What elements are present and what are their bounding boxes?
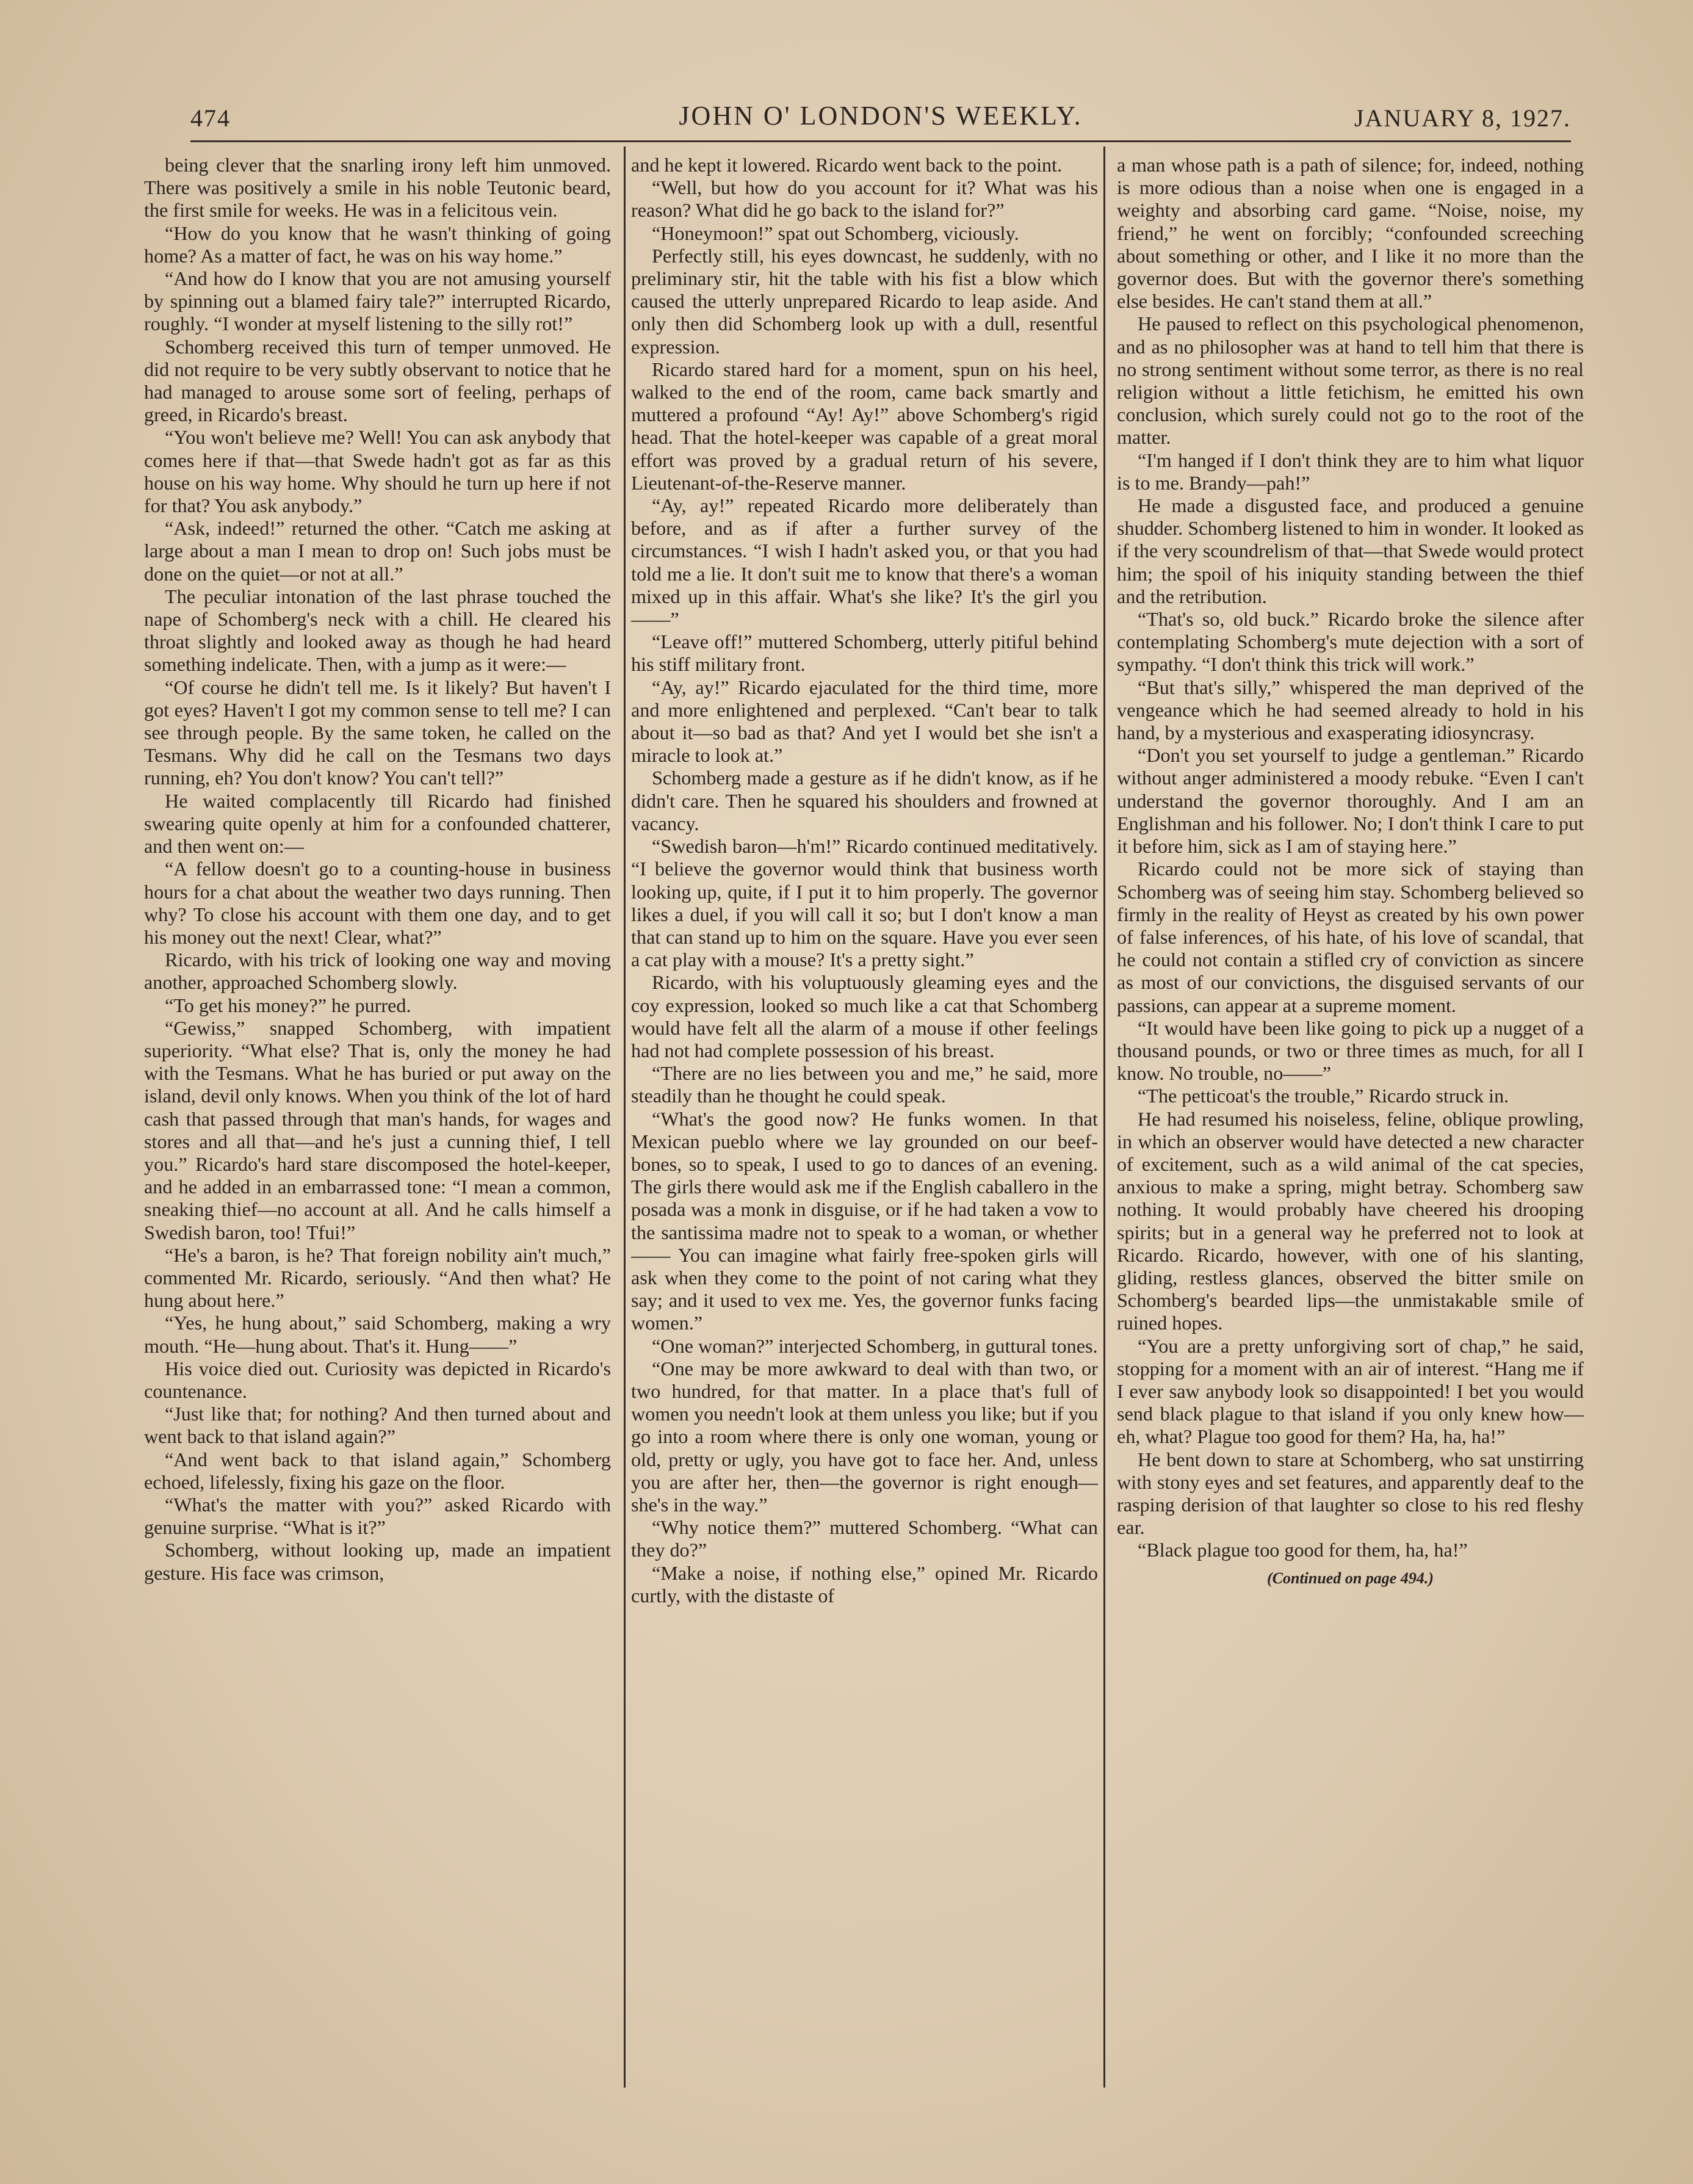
paragraph: “Gewiss,” snapped Schomberg, with impatient superiority. “What else? That is, only the money he had with the Tesmans. What he has buried or put away on the island, devil only knows. When you think of the lot of hard cash that passed through that man's hands, for wages and stores and all that—and he's just a cunning thief, I tell you.” Ricardo's hard stare discomposed the hotel-keeper, and he added in an embarrassed tone: “I mean a common, sneaking thief—no account at all. And he calls himself a Swedish baron, too! Tfui!” [144,1016,611,1243]
continued-note: (Continued on page 494.) [1266,1569,1434,1587]
paragraph: “Honeymoon!” spat out Schomberg, viciously. [652,222,1019,244]
issue-date: JANUARY 8, 1927. [1354,104,1571,132]
publication-title: JOHN O' LONDON'S WEEKLY. [679,101,1083,131]
paragraph: Perfectly still, his eyes downcast, he suddenly, with no preliminary stir, hit the table with his fist a blow which caused the utterly unprepared Ricardo to leap aside. And only then did Schomberg look up with a dull, resentful expression. [631,244,1098,358]
paragraph: Schomberg, without looking up, made an impatient gesture. His face was crimson, [144,1539,611,1584]
paragraph: “And went back to that island again,” Schomberg echoed, lifelessly, fixing his gaze on the floor. [144,1448,611,1493]
paragraph: “It would have been like going to pick up a nugget of a thousand pounds, or two or three times as much, for all I know. No trouble, no——” [1117,1016,1584,1085]
paragraph: “Ask, indeed!” returned the other. “Catch me asking at large about a man I mean to drop on! Such jobs must be done on the quiet—or not at all.” [144,517,611,585]
paragraph: He bent down to stare at Schomberg, who sat unstirring with stony eyes and set features, and apparently deaf to the rasping derision of that laughter so close to his red fleshy ear. [1117,1448,1584,1539]
paragraph: “One may be more awkward to deal with than two, or two hundred, for that matter. In a place that's full of women you needn't look at them unless you like; but if you go into a room where there is only one woman, young or old, pretty or ugly, you have got to face her. And, unless you are after her, then—the governor is right enough—she's in the way.” [631,1357,1098,1516]
paragraph: “And how do I know that you are not amusing yourself by spinning out a blamed fairy tale?” interrupted Ricardo, roughly. “I wonder at myself listening to the silly rot!” [144,267,611,335]
paragraph: Ricardo, with his voluptuously gleaming eyes and the coy expression, looked so much like a cat that Schomberg would have felt all the alarm of a mouse if other feelings had not had complete possession of his breast. [631,971,1098,1061]
paragraph: “Just like that; for nothing? And then turned about and went back to that island again?” [144,1403,611,1448]
paragraph: “Black plague too good for them, ha, ha!” [1138,1539,1468,1561]
paragraph: “Yes, he hung about,” said Schomberg, making a wry mouth. “He—hung about. That's it. Hung——” [144,1312,611,1357]
paragraph: “Don't you set yourself to judge a gentleman.” Ricardo without anger administered a moody rebuke. “Even I can't understand the governor thoroughly. And I am an Englishman and his follower. No; I don't think I care to put it before him, sick as I am of staying here.” [1117,744,1584,858]
paragraph: Schomberg made a gesture as if he didn't know, as if he didn't care. Then he squared his shoulders and frowned at vacancy. [631,767,1098,834]
text-column-2 [631,154,1098,2064]
paragraph: “That's so, old buck.” Ricardo broke the silence after contemplating Schomberg's mute dejection with a sort of sympathy. “I don't think this trick will work.” [1117,608,1584,676]
paragraph: “One woman?” interjected Schomberg, in guttural tones. [652,1334,1098,1357]
paragraph: being clever that the snarling irony left him unmoved. There was positively a smile in his noble Teutonic beard, the first smile for weeks. He was in a felicitous vein. [144,154,611,222]
paragraph: “What's the matter with you?” asked Ricardo with genuine surprise. “What is it?” [144,1493,611,1539]
paragraph: “Swedish baron—h'm!” Ricardo continued meditatively. “I believe the governor would think that business worth looking up, quite, if I put it to him properly. The governor likes a duel, if you will call it so; but I don't know a man that can stand up to him on the square. Have you ever seen a cat play with a mouse? It's a pretty sight.” [631,835,1098,971]
paragraph: The peculiar intonation of the last phrase touched the nape of Schomberg's neck with a chill. He cleared his throat slightly and looked away as though he had heard something indelicate. Then, with a jump as it were:— [144,585,611,676]
column-divider [1103,146,1105,2088]
text-column-3 [1117,154,1584,2064]
paragraph: “Well, but how do you account for it? What was his reason? What did he go back to the island for?” [631,176,1098,222]
paragraph: “To get his money?” he purred. [165,994,411,1016]
paragraph: “Of course he didn't tell me. Is it likely? But haven't I got eyes? Haven't I got my common sense to tell me? I can see through people. By the same token, he called on the Tesmans. Why did he call on the Tesmans two days running, eh? You don't know? You can't tell?” [144,676,611,789]
paragraph: Schomberg received this turn of temper unmoved. He did not require to be very subtly observant to notice that he had managed to arouse some sort of feeling, perhaps of greed, in Ricardo's breast. [144,335,611,426]
paragraph: Ricardo could not be more sick of staying than Schomberg was of seeing him stay. Schomberg believed so firmly in the reality of Heyst as created by his own power of false inferences, of his hate, of his love of scandal, that he could not contain a stifled cry of conviction as sincere as most of our convictions, the disguised servants of our passions, can appear at a supreme moment. [1117,858,1584,1016]
paragraph: “The petticoat's the trouble,” Ricardo struck in. [1138,1085,1509,1107]
paragraph: He waited complacently till Ricardo had finished swearing quite openly at him for a confounded chatterer, and then went on:— [144,789,611,858]
paragraph: “There are no lies between you and me,” he said, more steadily than he thought he could speak. [631,1062,1098,1107]
paragraph: He paused to reflect on this psychological phenomenon, and as no philosopher was at hand to tell him that there is no strong sentiment without some terror, as there is no real religion without a little fetichism, he emitted his own conclusion, which surely could not go to the root of the matter. [1117,313,1584,449]
paragraph: “How do you know that he wasn't thinking of going home? As a matter of fact, he was on his way home.” [144,222,611,267]
paragraph: a man whose path is a path of silence; for, indeed, nothing is more odious than a noise when one is engaged in a weighty and absorbing card game. “Noise, noise, my friend,” he went on forcibly; “confounded screeching about something or other, and I like it no more than the governor does. But with the governor there's something else besides. He can't stand them at all.” [1117,154,1584,313]
paragraph: “Make a noise, if nothing else,” opined Mr. Ricardo curtly, with the distaste of [631,1561,1098,1607]
paragraph: “Ay, ay!” repeated Ricardo more deliberately than before, and as if after a further survey of the circumstances. “I wish I hadn't asked you, or that you had told me a lie. It don't suit me to know that there's a woman mixed up in this affair. What's she like? It's the girl you——” [631,494,1098,631]
paragraph: “What's the good now? He funks women. In that Mexican pueblo where we lay grounded on our beef-bones, so to speak, I used to go to dances of an evening. The girls there would ask me if the English caballero in the posada was a monk in disguise, or if he had taken a vow to the santissima madre not to speak to a woman, or whether—— You can imagine what fairly free-spoken girls will ask when they come to the point of not caring what they say; and it used to vex me. Yes, the governor funks facing women.” [631,1107,1098,1334]
page-header [190,92,1571,142]
paragraph: He made a disgusted face, and produced a genuine shudder. Schomberg listened to him in wonder. It looked as if the very scoundrelism of that—that Swede would protect him; the spoil of his iniquity standing between the thief and the retribution. [1117,494,1584,607]
paragraph: “Ay, ay!” Ricardo ejaculated for the third time, more and more enlightened and perplexed. “Can't bear to talk about it—so bad as that? And yet I would bet she isn't a miracle to look at.” [631,676,1098,767]
page-number: 474 [190,104,231,132]
paragraph: “A fellow doesn't go to a counting-house in business hours for a chat about the weather two days running. Then why? To close his account with them one day, and to get his money out the next! Clear, what?” [144,858,611,948]
paragraph: “You won't believe me? Well! You can ask anybody that comes here if that—that Swede hadn't got as far as this house on his way home. Why should he turn up here if not for that? You ask anybody.” [144,426,611,517]
paragraph: “I'm hanged if I don't think they are to him what liquor is to me. Brandy—pah!” [1117,449,1584,494]
column-divider [624,146,626,2088]
paragraph: “He's a baron, is he? That foreign nobility ain't much,” commented Mr. Ricardo, seriously. “And then what? He hung about here.” [144,1243,611,1312]
paragraph: “Why notice them?” muttered Schomberg. “What can they do?” [631,1516,1098,1561]
paragraph: “You are a pretty unforgiving sort of chap,” he said, stopping for a moment with an air of interest. “Hang me if I ever saw anybody look so disappointed! I bet you would send black plague to that island if you only knew how—eh, what? Plague too good for them? Ha, ha, ha!” [1117,1334,1584,1448]
paragraph: and he kept it lowered. Ricardo went back to the point. [631,154,1063,176]
paragraph: Ricardo stared hard for a moment, spun on his heel, walked to the end of the room, came back smartly and muttered a profound “Ay! Ay!” above Schomberg's rigid head. That the hotel-keeper was capable of a great moral effort was proved by a gradual return of his severe, Lieutenant-of-the-Reserve manner. [631,358,1098,494]
text-column-1 [144,154,611,2064]
paragraph: His voice died out. Curiosity was depicted in Ricardo's countenance. [144,1357,611,1402]
paragraph: He had resumed his noiseless, feline, oblique prowling, in which an observer would have detected a new character of excitement, such as a wild animal of the cat species, anxious to make a spring, might betray. Schomberg saw nothing. It would probably have cheered his drooping spirits; but in a general way he preferred not to look at Ricardo. Ricardo, however, with one of his slanting, gliding, restless glances, observed the bitter smile on Schomberg's bearded lips—the unmistakable smile of ruined hopes. [1117,1107,1584,1334]
paragraph: Ricardo, with his trick of looking one way and moving another, approached Schomberg slowly. [144,949,611,994]
paragraph: “But that's silly,” whispered the man deprived of the vengeance which he had seemed already to hold in his hand, by a mysterious and exasperating idiosyncrasy. [1117,676,1584,744]
paragraph: “Leave off!” muttered Schomberg, utterly pitiful behind his stiff military front. [631,631,1098,676]
